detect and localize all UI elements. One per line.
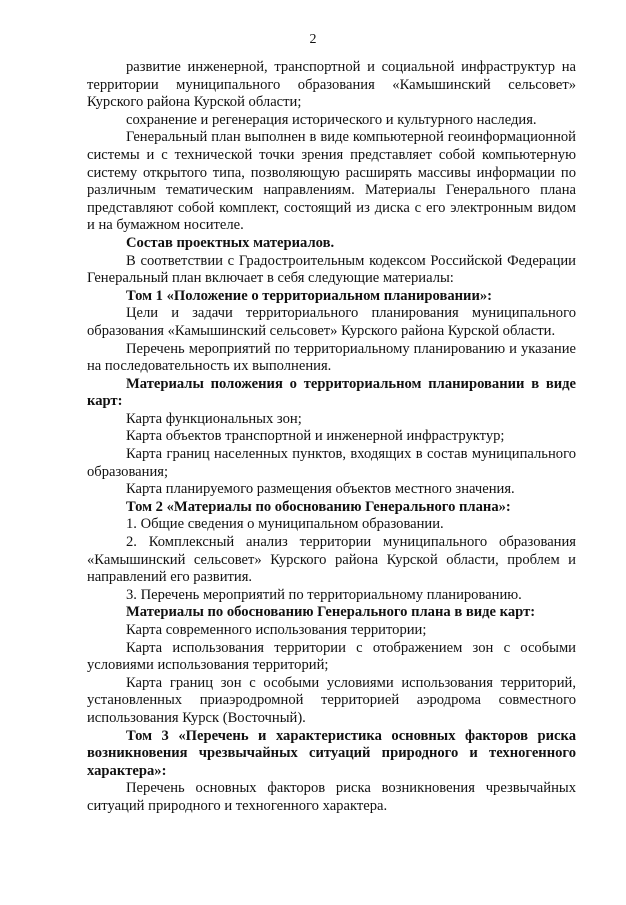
paragraph-measures-list: Перечень мероприятий по территориальному планированию и указание на последовательность их выполнения. (87, 340, 576, 375)
list-item-measures: 3. Перечень мероприятий по территориальному планированию. (126, 586, 522, 603)
list-item-local-objects-map: Карта планируемого размещения объектов местного значения. (126, 481, 515, 498)
heading-volume-2: Том 2 «Материалы по обоснованию Генерального плана»: (126, 498, 511, 515)
paragraph-heritage: сохранение и регенерация исторического и культурного наследия. (126, 111, 537, 128)
list-item-settlement-borders-map: Карта границ населенных пунктов, входящих в состав муниципального образования; (87, 446, 576, 480)
heading-maps-volume-2: Материалы по обоснованию Генерального плана в виде карт: (126, 604, 536, 621)
list-item-infrastructure-map: Карта объектов транспортной и инженерной инфраструктур; (126, 428, 505, 445)
paragraph-urban-code: В соответствии с Градостроительным кодексом Российской Федерации Генеральный план включает в себя следующие материалы: (87, 252, 576, 287)
paragraph-risk-factors: Перечень основных факторов риска возникновения чрезвычайных ситуаций природного и техногенного характера. (87, 780, 576, 814)
list-item-current-use-map: Карта современного использования территории; (126, 622, 427, 638)
list-item-aerodrome-zones-map: Карта границ зон с особыми условиями использования территорий, установленных приаэродромной территорией аэродрома совместного использования Курск (Восточный). (87, 674, 576, 726)
list-item-complex-analysis: 2. Комплексный анализ территории муниципального образования «Камышинский сельсовет» Курского района Курской области, проблем и направлений его развития. (87, 534, 576, 586)
heading-project-materials: Состав проектных материалов. (126, 234, 335, 251)
heading-maps-volume-1: Материалы положения о территориальном планировании в виде карт: (87, 375, 576, 410)
heading-volume-3: Том 3 «Перечень и характеристика основных факторов риска возникновения чрезвычайных ситуаций природного и техногенного характера»: (87, 727, 576, 779)
list-item-functional-zones-map: Карта функциональных зон; (126, 410, 302, 427)
list-item-special-zones-map: Карта использования территории с отображением зон с особыми условиями использования территорий; (87, 639, 576, 674)
paragraph-gis-description: Генеральный план выполнен в виде компьютерной геоинформационной системы и с технической точки зрения представляет собой компьютерную систему открытого типа, позволяющую расширять массивы информации по различным тематическим направлениям. Материалы Генерального плана представляют собой комплект, состоящий из диска с его электронным видом и на бумажном носителе. (87, 129, 576, 234)
paragraph-infrastructure: развитие инженерной, транспортной и социальной инфраструктур на территории муниципального образования «Камышинский сельсовет» Курского района Курской области; (87, 59, 576, 111)
paragraph-goals: Цели и задачи территориального планирования муниципального образования «Камышинский сельсовет» Курского района Курской области. (87, 305, 576, 339)
document-body (87, 59, 576, 816)
page-number: 2 (309, 32, 317, 47)
list-item-general-info: 1. Общие сведения о муниципальном образовании. (126, 516, 444, 533)
heading-volume-1: Том 1 «Положение о территориальном планировании»: (126, 287, 493, 304)
